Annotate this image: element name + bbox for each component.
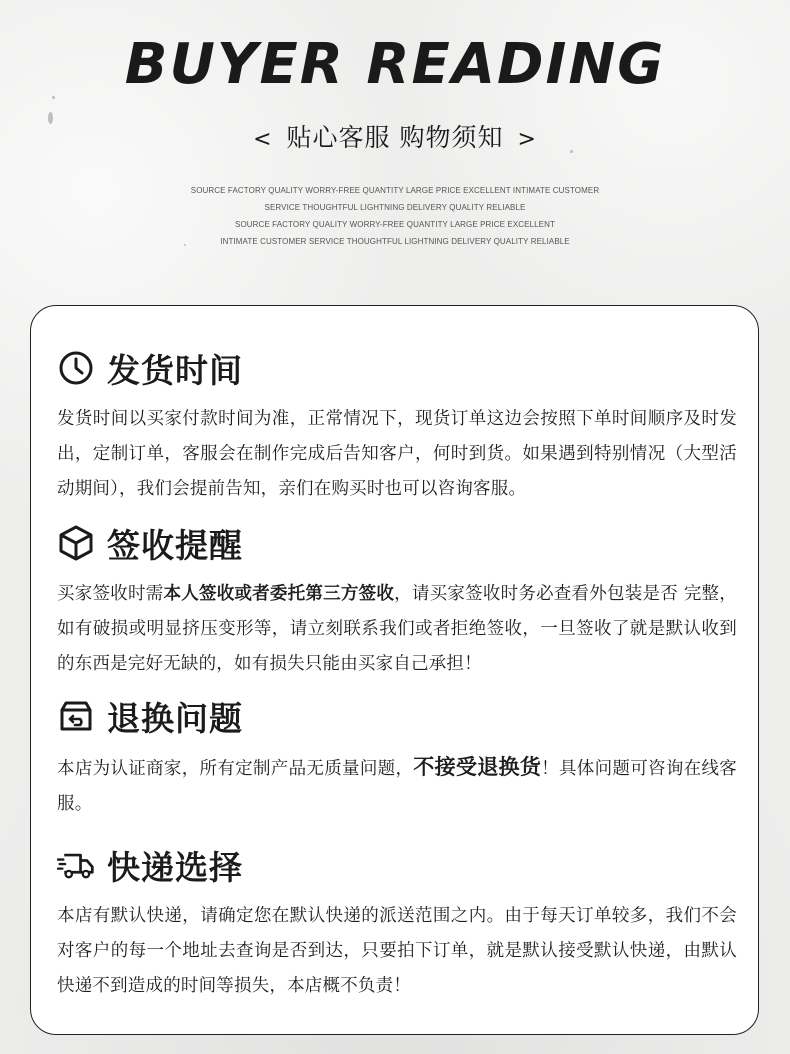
section-text — [57, 750, 737, 822]
section-heading — [57, 521, 737, 565]
section-title: 签收提醒 — [107, 525, 243, 565]
fine-print-line: SOURCE FACTORY QUALITY WORRY-FREE QUANTITY LARGE PRICE EXCELLENT — [235, 220, 555, 229]
clock-icon — [57, 349, 95, 387]
section-delivery-receipt — [57, 521, 737, 682]
section-title: 快递选择 — [107, 847, 243, 887]
section-text-emphasis: 本人签收或者委托第三方签收 — [163, 584, 395, 604]
section-title: 退换问题 — [107, 698, 243, 738]
section-heading — [57, 346, 737, 390]
section-shipping-time — [57, 346, 737, 507]
section-text-part: 买家签收时需 — [57, 584, 164, 604]
return-icon — [57, 697, 95, 735]
section-title: 发货时间 — [107, 350, 243, 390]
chevron-left: < — [253, 127, 273, 152]
fine-print-line: INTIMATE CUSTOMER SERVICE THOUGHTFUL LIGHTNING DELIVERY QUALITY RELIABLE — [220, 237, 570, 246]
page-subtitle — [0, 118, 790, 160]
section-text — [57, 577, 737, 682]
fine-print-line: SERVICE THOUGHTFUL LIGHTNING DELIVERY QUALITY RELIABLE — [264, 203, 526, 212]
fine-print-line: SOURCE FACTORY QUALITY WORRY-FREE QUANTITY LARGE PRICE EXCELLENT INTIMATE CUSTOMER — [190, 186, 600, 195]
notice-card — [30, 305, 759, 1035]
section-text: 本店有默认快递，请确定您在默认快递的派送范围之内。由于每天订单较多，我们不会对客户的每一个地址去查询是否到达，只要拍下订单，就是默认接受默认快递，由默认快递不到造成的时间等损失，本店概不负责！ — [57, 906, 737, 996]
page-title: BUYER READING — [124, 32, 666, 97]
subtitle-text: 贴心客服 购物须知 — [286, 123, 504, 152]
section-courier — [57, 843, 737, 1004]
chevron-right: > — [517, 127, 537, 152]
section-text-emphasis: 不接受退换货 — [413, 755, 542, 779]
section-text-part: ！具体问题可咨询在线客服。 — [57, 759, 738, 814]
package-icon — [57, 524, 95, 562]
section-heading — [57, 843, 737, 887]
section-returns — [57, 694, 737, 822]
section-text-part: ，请买家签收时务必查看外包装是否 完整，如有破损或明显挤压变形等，请立刻联系我们或者拒绝签收，一旦签收了就是默认收到的东西是完好无缺的，如有损失只能由买家自己承担！ — [57, 584, 737, 674]
section-heading — [57, 694, 737, 738]
section-text-part: 本店为认证商家，所有定制产品无质量问题， — [57, 759, 414, 779]
truck-icon — [57, 846, 95, 884]
section-text: 发货时间以买家付款时间为准，正常情况下，现货订单这边会按照下单时间顺序及时发出，定制订单，客服会在制作完成后告知客户，何时到货。如果遇到特别情况（大型活动期间），我们会提前告知，亲们在购买时也可以咨询客服。 — [57, 409, 737, 499]
